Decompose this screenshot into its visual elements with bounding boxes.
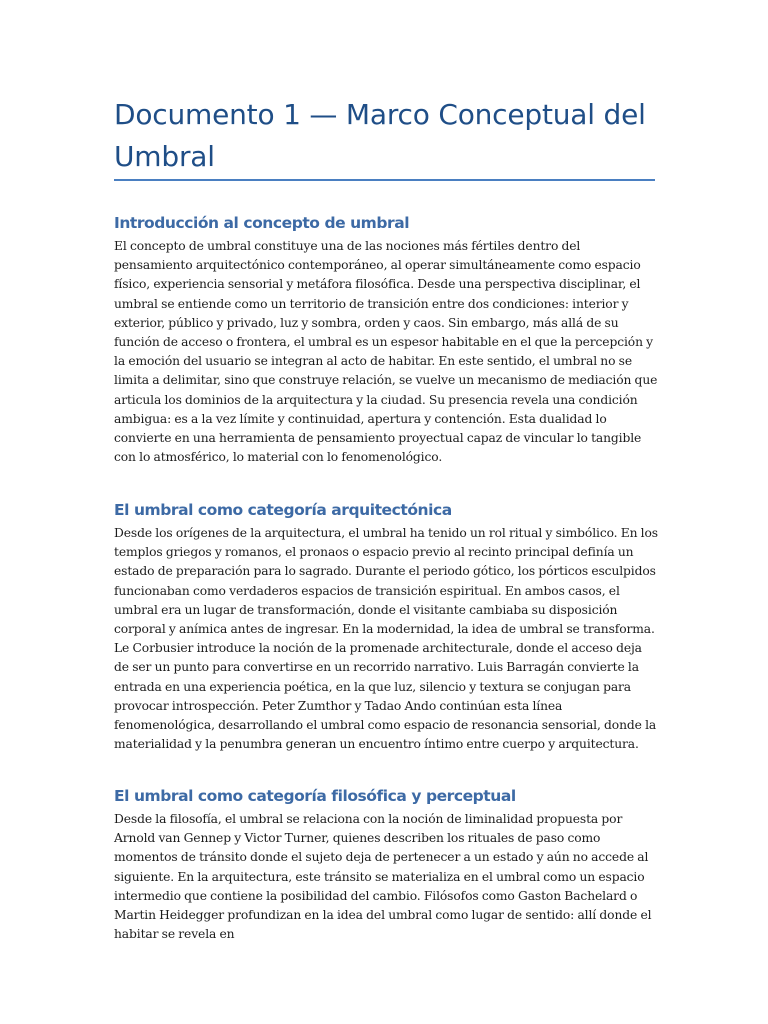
section-introduccion (114, 211, 659, 467)
section-heading: El umbral como categoría arquitectónica (114, 501, 452, 519)
document-title: Documento 1 — Marco Conceptual del Umbral (114, 98, 646, 173)
section-categoria-arquitectonica (114, 498, 659, 754)
section-categoria-filosofica (114, 784, 659, 944)
section-paragraph: El concepto de umbral constituye una de las nociones más fértiles dentro del pensamiento arquitectónico contemporáneo, al operar simultáneamente como espacio físico, experiencia sensorial y metáfora filosófica. Desde una perspectiva disciplinar, el umbral se entiende como un territorio de transición entre dos condiciones: interior y exterior, público y privado, luz y sombra, orden y caos. Sin embargo, más allá de su función de acceso o frontera, el umbral es un espesor habitable en el que la percepción y la emoción del usuario se integran al acto de habitar. En este sentido, el umbral no se limita a delimitar, sino que construye relación, se vuelve un mecanismo de mediación que articula los dominios de la arquitectura y la ciudad. Su presencia revela una condición ambigua: es a la vez límite y continuidad, apertura y contención. Esta dualidad lo convierte en una herramienta de pensamiento proyectual capaz de vincular lo tangible con lo atmosférico, lo material con lo fenomenológico. (114, 239, 658, 465)
section-heading: Introducción al concepto de umbral (114, 214, 410, 232)
title-divider (114, 179, 655, 181)
section-paragraph: Desde los orígenes de la arquitectura, el umbral ha tenido un rol ritual y simbólico. En los templos griegos y romanos, el pronaos o espacio previo al recinto principal definía un estado de preparación para lo sagrado. Durante el periodo gótico, los pórticos esculpidos funcionaban como verdaderos espacios de transición espiritual. En ambos casos, el umbral era un lugar de transformación, donde el visitante cambiaba su disposición corporal y anímica antes de ingresar. En la modernidad, la idea de umbral se transforma. Le Corbusier introduce la noción de la promenade architecturale, donde el acceso deja de ser un punto para convertirse en un recorrido narrativo. Luis Barragán convierte la entrada en una experiencia poética, en la que luz, silencio y textura se conjugan para provocar introspección. Peter Zumthor y Tadao Ando continúan esta línea fenomenológica, desarrollando el umbral como espacio de resonancia sensorial, donde la materialidad y la penumbra generan un encuentro íntimo entre cuerpo y arquitectura. (114, 526, 658, 752)
section-heading: El umbral como categoría filosófica y perceptual (114, 787, 516, 805)
section-paragraph: Desde la filosofía, el umbral se relaciona con la noción de liminalidad propuesta por Arnold van Gennep y Victor Turner, quienes describen los rituales de paso como momentos de tránsito donde el sujeto deja de pertenecer a un estado y aún no accede al siguiente. En la arquitectura, este tránsito se materializa en el umbral como un espacio intermedio que contiene la posibilidad del cambio. Filósofos como Gaston Bachelard o Martin Heidegger profundizan en la idea del umbral como lugar de sentido: allí donde el habitar se revela en (114, 812, 652, 942)
